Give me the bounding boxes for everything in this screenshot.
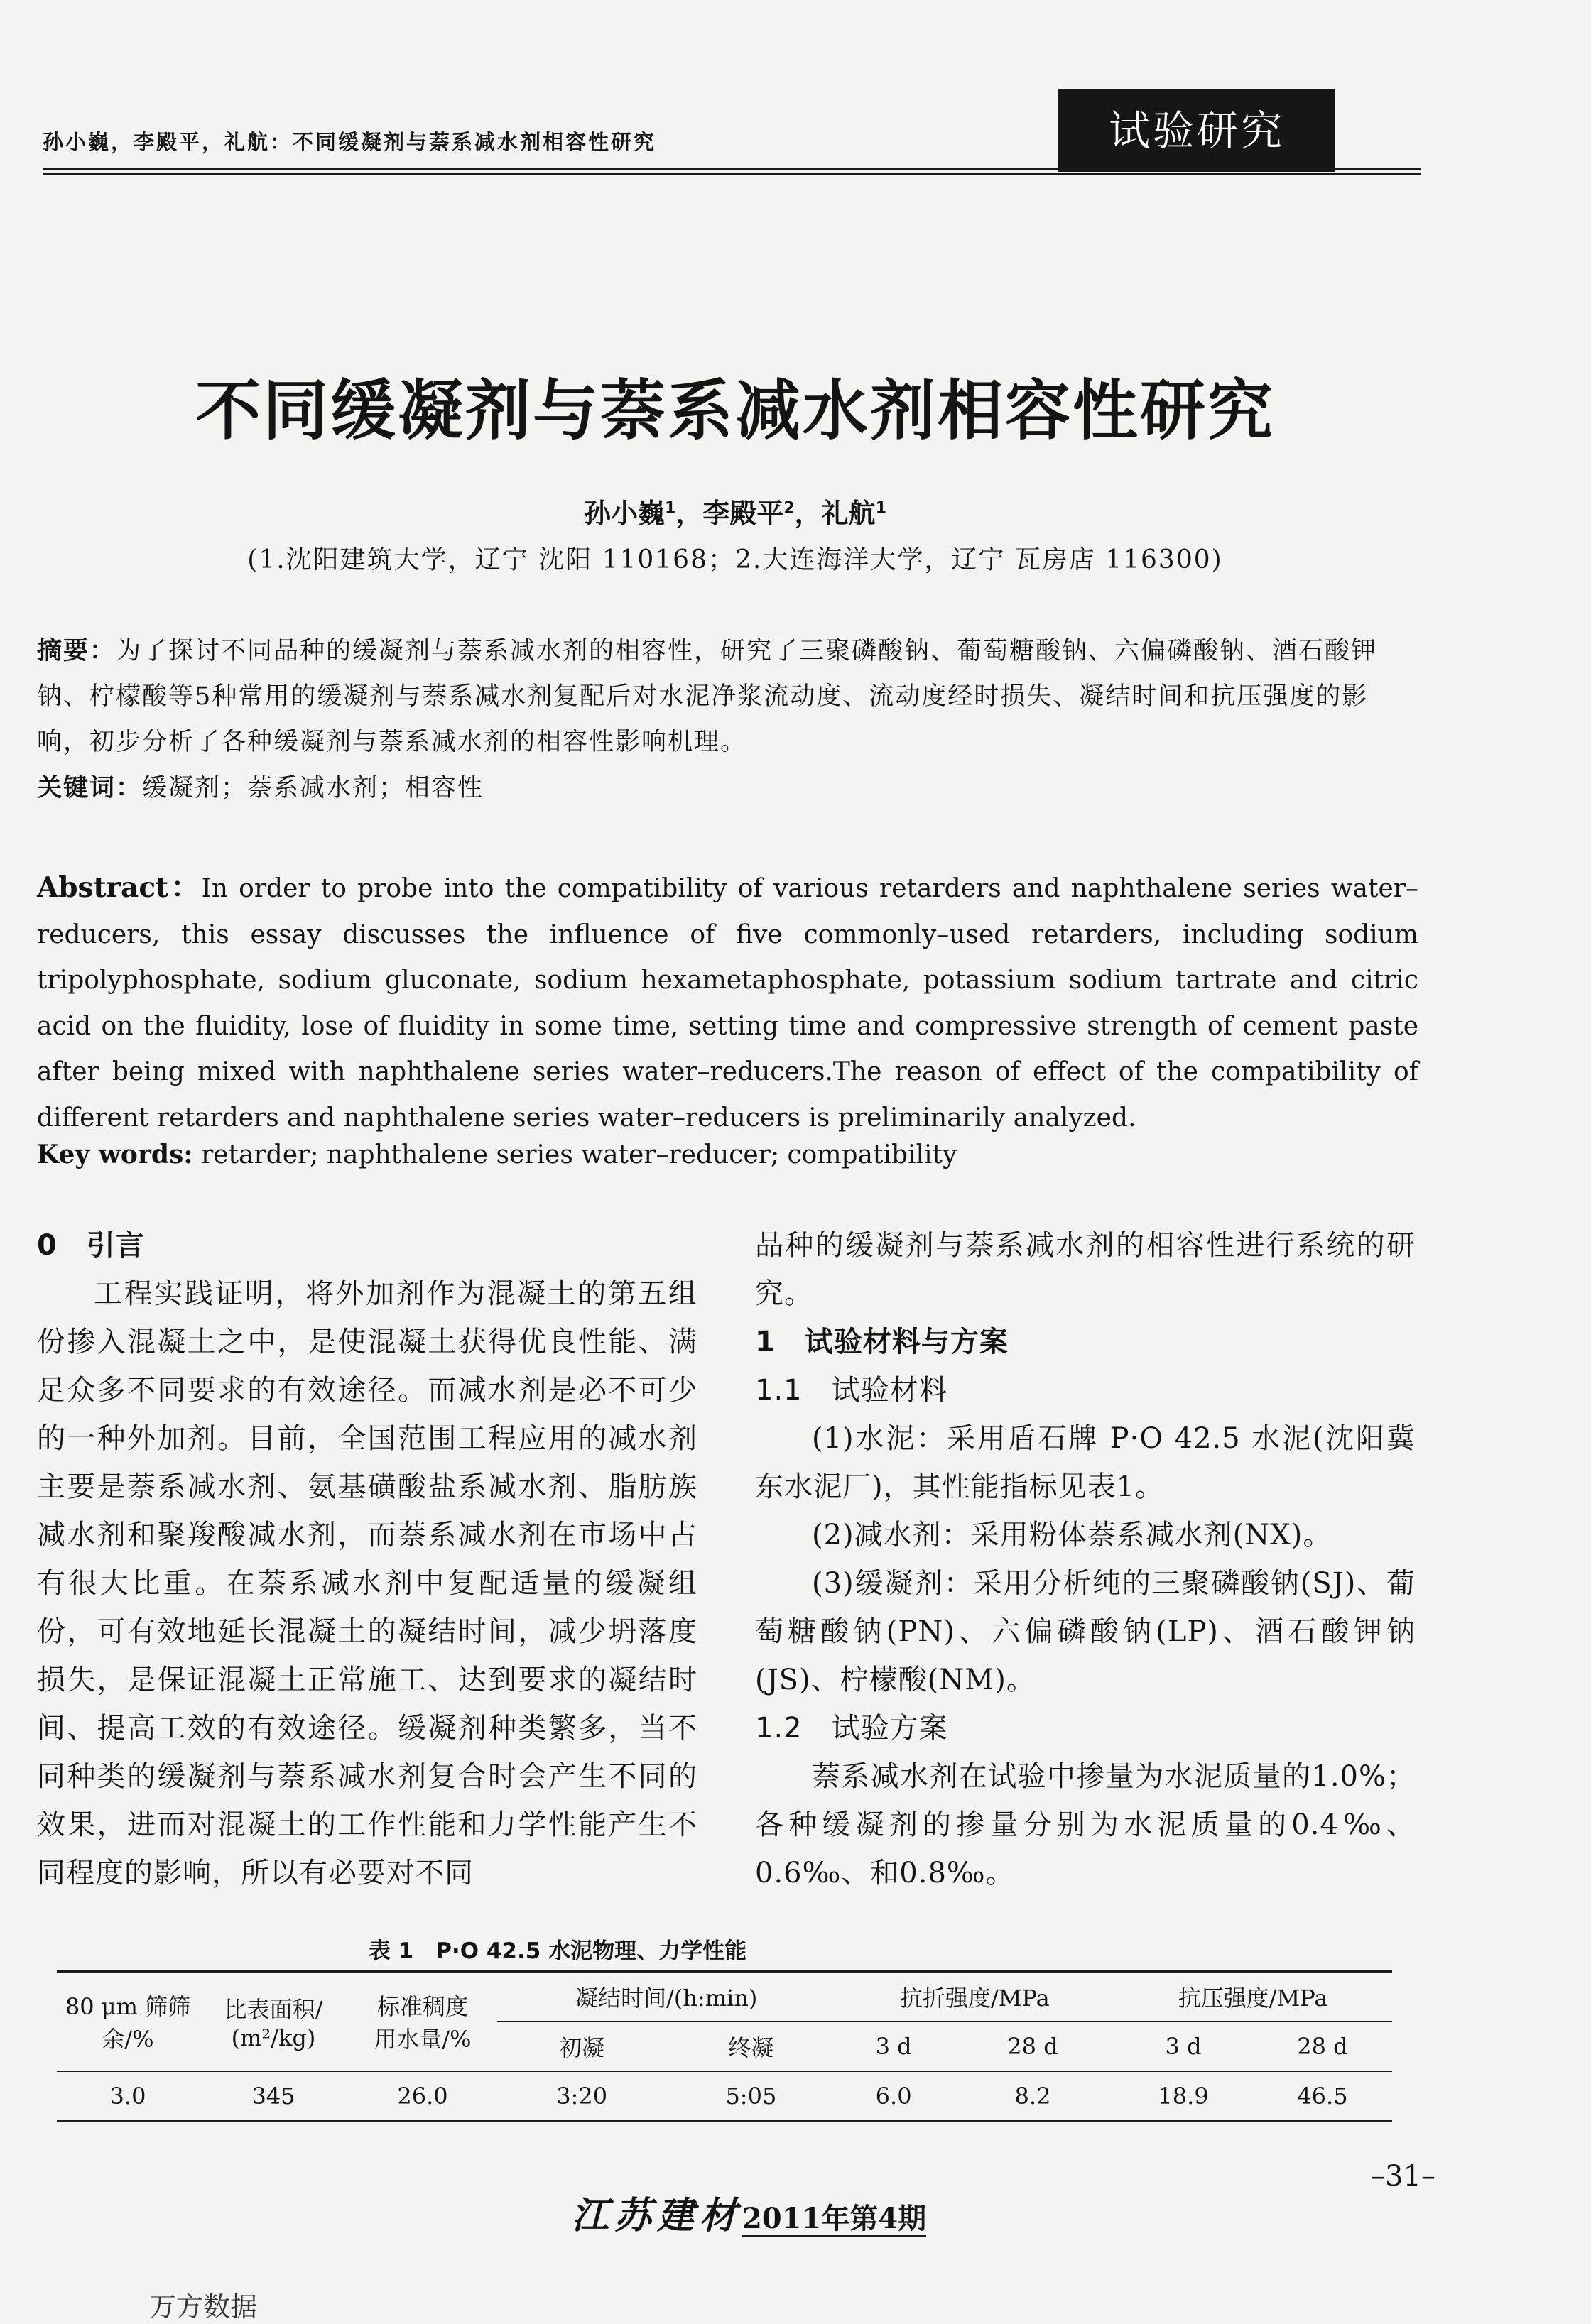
table-header-initial-set: 初凝 xyxy=(559,2034,605,2061)
table-header-final-set: 终凝 xyxy=(728,2034,774,2061)
table-header-area: 比表面积/ (m²/kg) xyxy=(224,1996,323,2051)
table-header-water: 标准稠度 用水量/% xyxy=(374,1993,472,2053)
section-1-1-heading: 1.1 试验材料 xyxy=(755,1374,948,1407)
keywords-cn-text: 缓凝剂；萘系减水剂；相容性 xyxy=(142,774,484,802)
table-header-flex-3d: 3 d xyxy=(875,2033,912,2060)
section-0-heading: 0 引言 xyxy=(37,1229,145,1262)
keywords-en-label: Key words: xyxy=(37,1140,193,1169)
left-column xyxy=(37,1221,697,1897)
table-header-comp-28d: 28 d xyxy=(1297,2033,1348,2060)
author-3: 礼航 xyxy=(821,498,876,529)
table-header-compressive: 抗压强度/MPa xyxy=(1114,1972,1392,2022)
header-rule-thin xyxy=(43,173,1421,175)
section-0-paragraph: 工程实践证明，将外加剂作为混凝土的第五组份掺入混凝土之中，是使混凝土获得优良性能、满足众多不同要求的有效途径。而减水剂是必不可少的一种外加剂。目前，全国范围工程应用的减水剂主要是萘系减水剂、氨基磺酸盐系减水剂、脂肪族减水剂和聚羧酸减水剂，而萘系减水剂在市场中占有很大比重。在萘系减水剂中复配适量的缓凝组份，可有效地延长混凝土的凝结时间，减少坍落度损失，是保证混凝土正常施工、达到要求的凝结时间、提高工效的有效途径。缓凝剂种类繁多，当不同种类的缓凝剂与萘系减水剂复合时会产生不同的效果，进而对混凝土的工作性能和力学性能产生不同程度的影响，所以有必要对不同 xyxy=(37,1277,697,1889)
material-item-retarder: (3)缓凝剂：采用分析纯的三聚磷酸钠(SJ)、葡萄糖酸钠(PN)、六偏磷酸钠(LP)、酒石酸钾钠(JS)、柠檬酸(NM)。 xyxy=(755,1567,1416,1696)
abstract-cn-text: 为了探讨不同品种的缓凝剂与萘系减水剂的相容性，研究了三聚磷酸钠、葡萄糖酸钠、六偏磷酸钠、酒石酸钾钠、柠檬酸等5种常用的缓凝剂与萘系减水剂复配后对水泥净浆流动度、流动度经时损失、凝结时间和抗压强度的影响，初步分析了各种缓凝剂与萘系减水剂的相容性影响机理。 xyxy=(37,637,1378,756)
material-item-cement: (1)水泥：采用盾石牌 P·O 42.5 水泥(沈阳冀东水泥厂)，其性能指标见表1。 xyxy=(755,1422,1416,1503)
abstract-en-text: In order to probe into the compatibility of various retarders and naphthalene series water–reducers, this essay discusses the influence of five commonly–used retarders, including sodium tripolyphosphate, sodium gluconate, sodium hexametaphosphate, potassium sodium tartrate and citric acid on the fluidity, lose of fluidity in some time, setting time and compressive strength of cement paste after being mixed with naphthalene series water–reducers.The reason of effect of the compatibility of different retarders and naphthalene series water–reducers is preliminarily analyzed. xyxy=(37,874,1418,1133)
table-row xyxy=(57,2071,1392,2122)
table-cell: 345 xyxy=(251,2083,295,2110)
table-header-flexural: 抗折强度/MPa xyxy=(836,1972,1114,2022)
header-rule xyxy=(43,168,1421,170)
section-1-2-heading: 1.2 试验方案 xyxy=(755,1712,948,1745)
right-column xyxy=(755,1221,1416,1897)
section-1-2-paragraph: 萘系减水剂在试验中掺量为水泥质量的1.0%；各种缓凝剂的掺量分别为水泥质量的0.4‰、0.6‰、和0.8‰。 xyxy=(755,1760,1416,1889)
section-1-heading: 1 试验材料与方案 xyxy=(755,1326,1009,1358)
journal-logo: 江苏建材 xyxy=(572,2194,743,2237)
material-item-reducer: (2)减水剂：采用粉体萘系减水剂(NX)。 xyxy=(812,1519,1332,1551)
table-header-comp-3d: 3 d xyxy=(1165,2033,1202,2060)
paper-title: 不同缓凝剂与萘系减水剂相容性研究 xyxy=(195,373,1275,449)
table-cell: 18.9 xyxy=(1158,2083,1209,2110)
table-1-caption: 表 1 P·O 42.5 水泥物理、力学性能 xyxy=(368,1938,747,1964)
journal-footer xyxy=(572,2186,926,2239)
keywords-cn-label: 关键词： xyxy=(37,774,143,802)
page-number: –31– xyxy=(1371,2160,1435,2193)
journal-issue: 2011年第4期 xyxy=(742,2202,926,2237)
running-title: 孙小巍，李殿平，礼航：不同缓凝剂与萘系减水剂相容性研究 xyxy=(43,130,657,154)
section-tag: 试验研究 xyxy=(1058,89,1335,172)
table-cell: 8.2 xyxy=(1014,2083,1051,2110)
abstract-cn xyxy=(37,628,1415,765)
section-0-continuation: 品种的缓凝剂与萘系减水剂的相容性进行系统的研究。 xyxy=(755,1229,1416,1310)
abstract-en-label: Abstract： xyxy=(37,871,202,904)
abstract-en xyxy=(37,865,1418,1141)
keywords-en-text: retarder; naphthalene series water–reducer; compatibility xyxy=(192,1140,957,1169)
table-cell: 46.5 xyxy=(1297,2083,1348,2110)
abstract-cn-label: 摘要： xyxy=(37,637,116,665)
author-1: 孙小巍 xyxy=(583,498,665,529)
table-cell: 3.0 xyxy=(109,2083,146,2110)
table-header-setting-time: 凝结时间/(h:min) xyxy=(497,1972,836,2022)
table-cell: 6.0 xyxy=(875,2083,912,2110)
keywords-cn xyxy=(37,768,484,804)
table-1 xyxy=(57,1970,1392,2122)
author-line: 孙小巍$^1$，李殿平$^2$，礼航$^1$ xyxy=(583,498,886,529)
table-header-sieve: 80 μm 筛筛 余/% xyxy=(65,1993,191,2053)
keywords-en xyxy=(37,1140,957,1169)
table-cell: 3:20 xyxy=(556,2083,608,2110)
table-cell: 26.0 xyxy=(397,2083,448,2110)
table-cell: 5:05 xyxy=(725,2083,777,2110)
author-2: 李殿平 xyxy=(702,498,784,529)
watermark: 万方数据 xyxy=(149,2291,258,2323)
affiliation: (1.沈阳建筑大学，辽宁 沈阳 110168；2.大连海洋大学，辽宁 瓦房店 116300) xyxy=(247,545,1223,574)
table-header-flex-28d: 28 d xyxy=(1007,2033,1058,2060)
